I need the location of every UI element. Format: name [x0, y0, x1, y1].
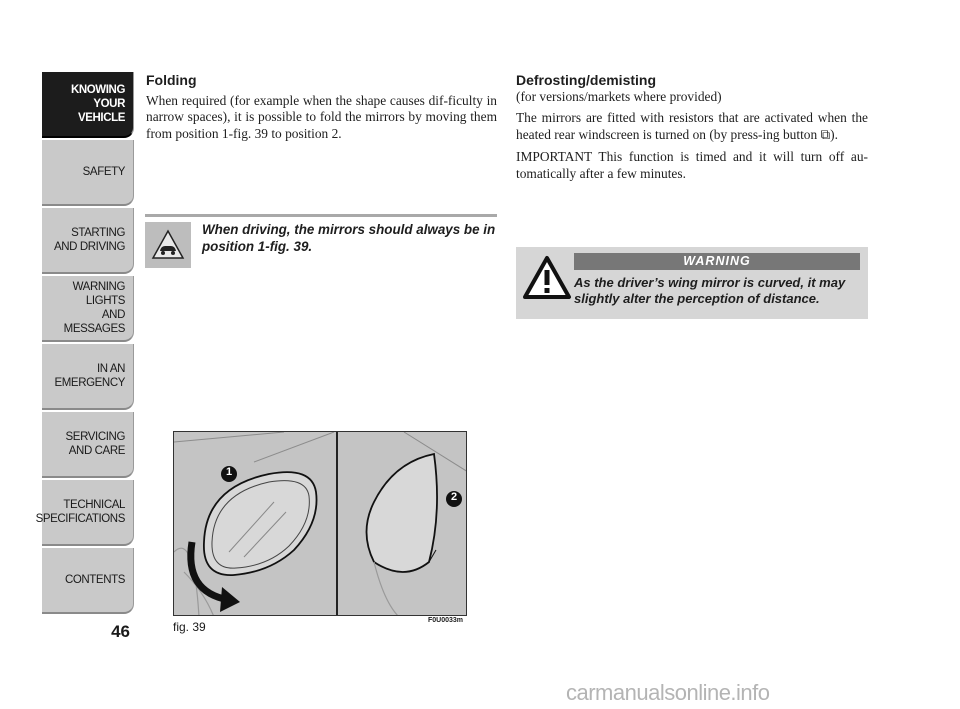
note-box — [145, 222, 497, 274]
watermark: carmanualsonline.info — [566, 680, 770, 705]
section-divider — [145, 214, 497, 217]
defrosting-paragraph-1: The mirrors are fitted with resistors that are activated when the heated rear windscreen is turned on (by press-ing button ⧉). — [516, 110, 868, 142]
tab-servicing-and-care[interactable]: SERVICING AND CARE — [42, 412, 134, 478]
defrosting-section — [516, 72, 868, 188]
folding-paragraph: When required (for example when the shape causes dif-ficulty in narrow spaces), it is possible to fold the mirrors by moving them from position 1-fig. 39 to position 2. — [146, 92, 497, 141]
tab-in-an-emergency[interactable]: IN AN EMERGENCY — [42, 344, 134, 410]
tab-knowing-your-vehicle[interactable]: KNOWING YOUR VEHICLE — [42, 72, 134, 138]
marker-1: 1 — [225, 466, 233, 478]
warning-triangle-icon — [522, 255, 572, 301]
defrosting-heading: Defrosting/demisting — [516, 72, 657, 88]
marker-2: 2 — [450, 491, 458, 503]
defrosting-subheading: (for versions/markets where provided) — [516, 88, 722, 104]
tab-technical-specifications[interactable]: TECHNICAL SPECIFICATIONS — [42, 480, 134, 546]
defrosting-paragraph-2: IMPORTANT This function is timed and it will turn off au-tomatically after a few minutes. — [516, 149, 868, 181]
figure-caption: fig. 39 — [173, 620, 206, 634]
note-text: When driving, the mirrors should always be in position 1-fig. 39. — [202, 222, 496, 254]
mirror-figure — [173, 431, 467, 616]
tab-contents[interactable]: CONTENTS — [42, 548, 134, 614]
warning-title: WARNING — [574, 253, 860, 270]
folding-heading: Folding — [146, 72, 197, 88]
car-mirror-note-icon — [145, 222, 191, 268]
folding-section — [146, 72, 497, 148]
warning-text: As the driver’s wing mirror is curved, it may slightly alter the perception of distance. — [574, 275, 846, 306]
tab-starting-and-driving[interactable]: STARTING AND DRIVING — [42, 208, 134, 274]
tab-warning-lights[interactable]: WARNING LIGHTS AND MESSAGES — [42, 276, 134, 342]
figure-code: F0U0033m — [428, 617, 464, 624]
page-number: 46 — [111, 622, 130, 641]
tab-safety[interactable]: SAFETY — [42, 140, 134, 206]
warning-box — [516, 247, 868, 319]
